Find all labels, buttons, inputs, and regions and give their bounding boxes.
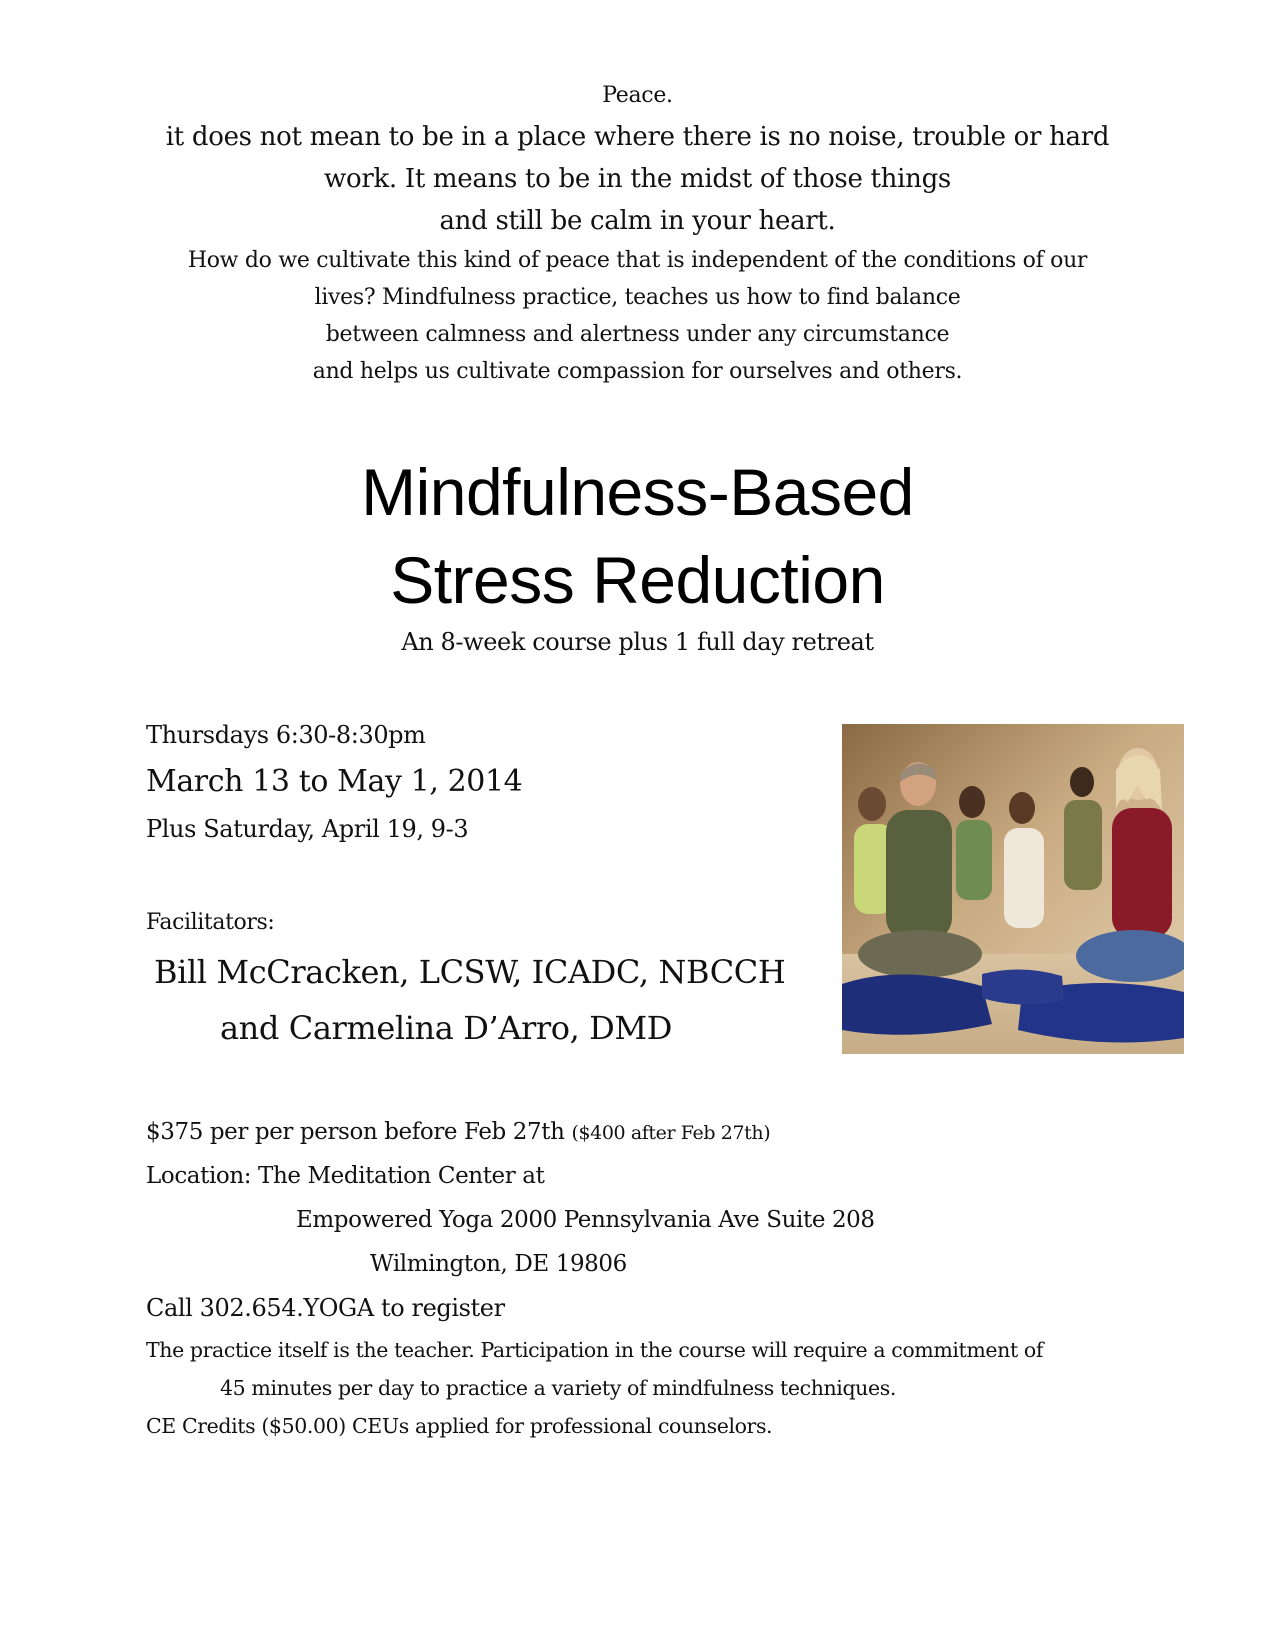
facilitator-name-2: and Carmelina D’Arro, DMD (220, 1009, 673, 1047)
location-label: Location: The Meditation Center at (146, 1163, 545, 1189)
quote-line-1: it does not mean to be in a place where there is no noise, trouble or hard (165, 122, 1110, 152)
quote-line-3: and still be calm in your heart. (439, 206, 836, 236)
ce-credits: CE Credits ($50.00) CEUs applied for professional counselors. (146, 1414, 773, 1438)
quote-title: Peace. (602, 83, 673, 108)
facilitators (146, 902, 785, 1056)
quote-line-2: work. It means to be in the midst of those things (324, 164, 951, 194)
course-subtitle: An 8-week course plus 1 full day retreat (401, 628, 874, 656)
facilitator-name-1: Bill McCracken, LCSW, ICADC, NBCCH (154, 953, 786, 991)
quote-line-7: and helps us cultivate compassion for ourselves and others. (312, 359, 963, 384)
register-call: Call 302.654.YOGA to register (146, 1294, 505, 1322)
course-details (146, 1110, 1043, 1445)
practice-note-1: The practice itself is the teacher. Participation in the course will require a commitment of (146, 1338, 1044, 1362)
quote-line-5: lives? Mindfulness practice, teaches us how to find balance (314, 285, 961, 310)
address-line-2: Wilmington, DE 19806 (370, 1251, 627, 1277)
price (146, 1110, 1043, 1155)
schedule (146, 712, 522, 852)
address-line-1: Empowered Yoga 2000 Pennsylvania Ave Suite 208 (296, 1207, 875, 1233)
quote-line-6: between calmness and alertness under any circumstance (325, 322, 950, 347)
schedule-date-range: March 13 to May 1, 2014 (146, 764, 523, 799)
price-early: $375 per per person before Feb 27th (146, 1119, 565, 1145)
course-title-line-1: Mindfulness-Based (361, 455, 914, 529)
course-title-line-2: Stress Reduction (390, 543, 885, 617)
price-late: ($400 after Feb 27th) (571, 1122, 771, 1144)
schedule-day-time: Thursdays 6:30-8:30pm (146, 721, 426, 749)
quote-line-4: How do we cultivate this kind of peace that is independent of the conditions of our (187, 248, 1088, 273)
practice-note-2: 45 minutes per day to practice a variety of mindfulness techniques. (220, 1376, 896, 1400)
course-title (0, 448, 1275, 624)
meditation-group-photo (842, 724, 1184, 1054)
facilitators-label: Facilitators: (146, 910, 275, 935)
schedule-saturday: Plus Saturday, April 19, 9-3 (146, 815, 469, 843)
intro-quote (140, 76, 1135, 390)
